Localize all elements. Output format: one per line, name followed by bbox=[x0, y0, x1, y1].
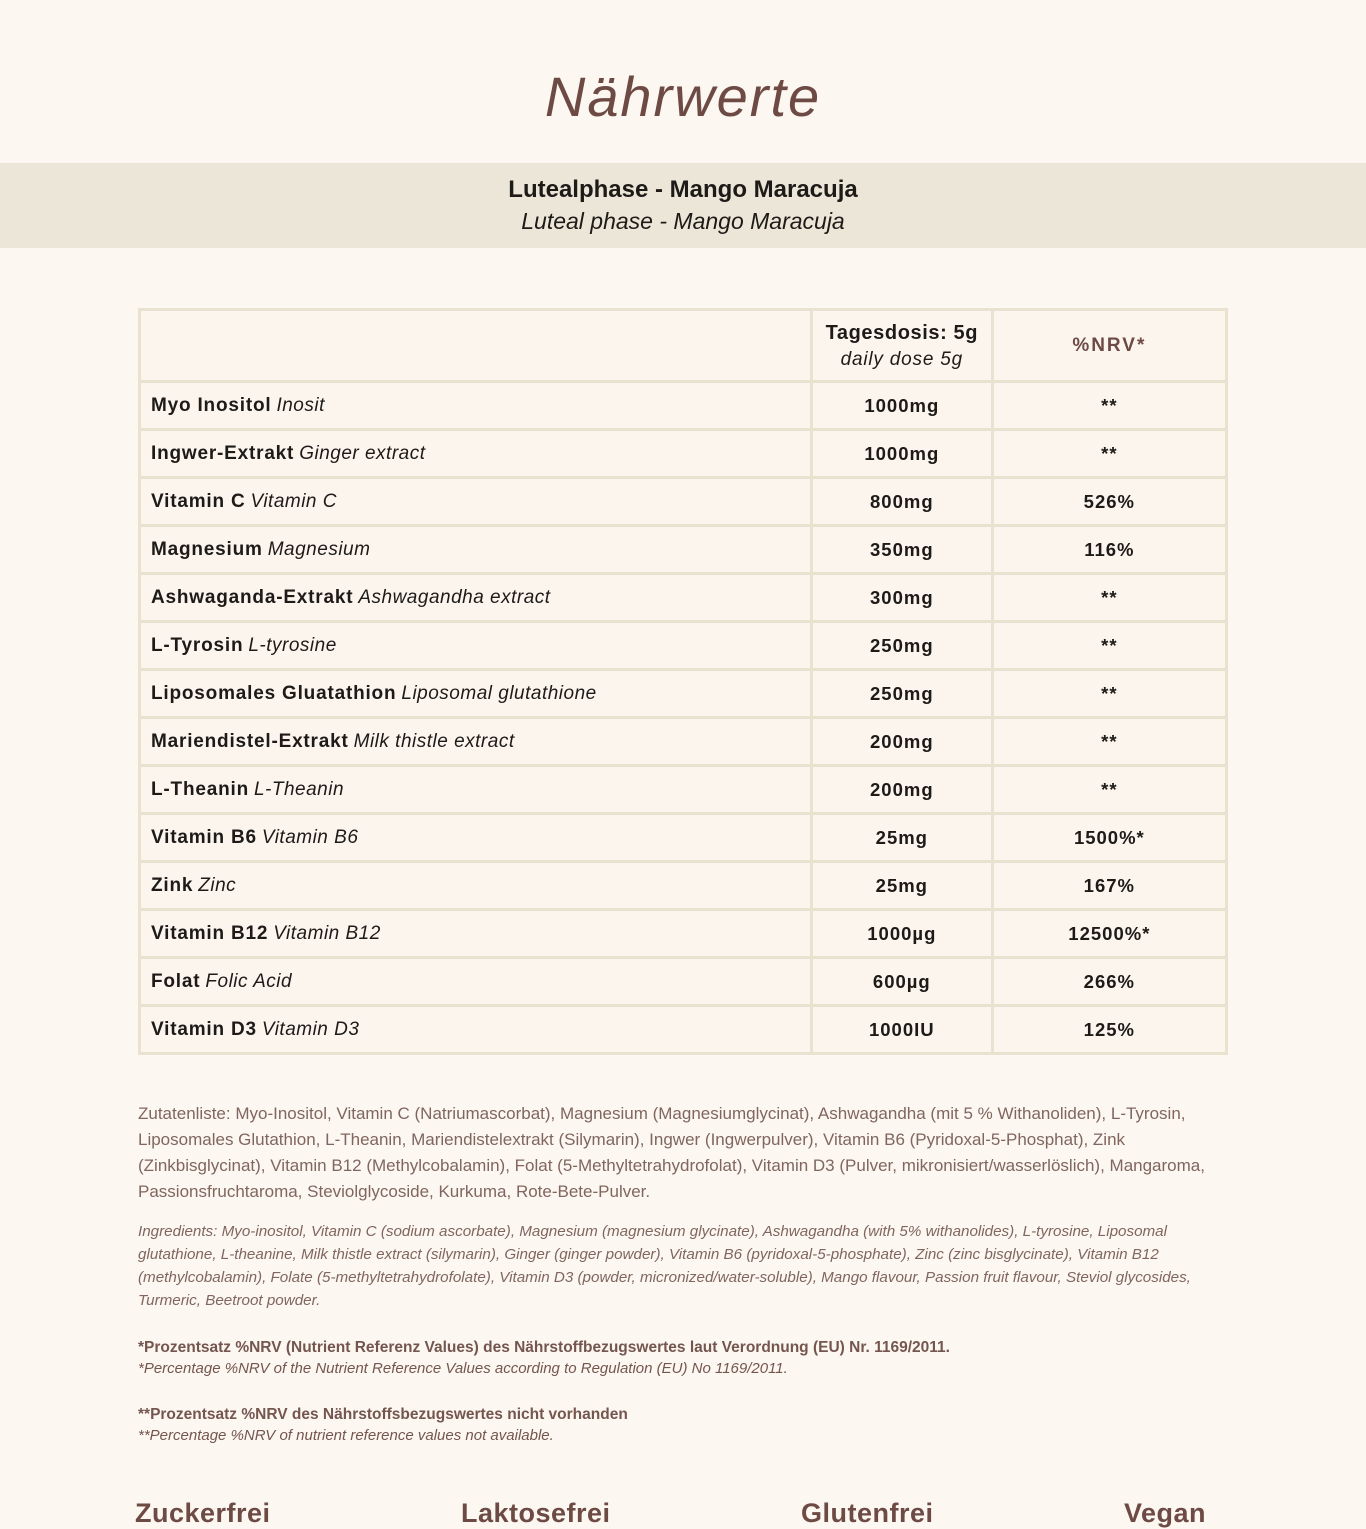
nutrient-name-de: Myo Inositol bbox=[151, 394, 272, 416]
table-row bbox=[140, 814, 1227, 862]
nutrient-name-de: Vitamin B6 bbox=[151, 826, 257, 848]
table-row bbox=[140, 670, 1227, 718]
nutrient-name-de: Mariendistel-Extrakt bbox=[151, 730, 349, 752]
nutrient-name-en: Vitamin B12 bbox=[273, 922, 381, 944]
nutrient-name-cell bbox=[140, 478, 812, 526]
nutrient-dose-cell: 1000IU bbox=[811, 1006, 992, 1054]
nutrient-dose-cell: 250mg bbox=[811, 622, 992, 670]
nutrient-dose-cell: 300mg bbox=[811, 574, 992, 622]
badge-lactose-free: Laktosefrei bbox=[461, 1498, 611, 1528]
footnote-nrv bbox=[138, 1337, 1228, 1379]
nutrient-name-en: Vitamin B6 bbox=[261, 826, 359, 848]
nutrient-name-en: Ginger extract bbox=[299, 442, 426, 464]
nutrient-dose-cell: 1000mg bbox=[811, 430, 992, 478]
table-row bbox=[140, 958, 1227, 1006]
table-row bbox=[140, 718, 1227, 766]
footnote-nrv-missing-en: **Percentage %NRV of nutrient reference values not available. bbox=[138, 1427, 554, 1444]
nutrient-name-cell bbox=[140, 1006, 812, 1054]
table-row bbox=[140, 1006, 1227, 1054]
nutrient-name-en: Vitamin C bbox=[250, 490, 337, 512]
nutrient-name-cell bbox=[140, 622, 812, 670]
nutrient-name-en: L-Theanin bbox=[253, 778, 345, 800]
nutrient-name-en: Zinc bbox=[198, 874, 237, 896]
nutrient-dose-cell: 25mg bbox=[811, 862, 992, 910]
nutrient-name-en: Folic Acid bbox=[205, 970, 293, 992]
header-dose-en: daily dose 5g bbox=[840, 348, 963, 370]
table-row bbox=[140, 622, 1227, 670]
nutrient-nrv-cell: 125% bbox=[992, 1006, 1226, 1054]
product-name-en: Luteal phase - Mango Maracuja bbox=[521, 208, 845, 234]
nutrient-name-en: L-tyrosine bbox=[248, 634, 337, 656]
nutrient-name-de: Vitamin B12 bbox=[151, 922, 269, 944]
header-dose-cell bbox=[811, 310, 992, 382]
nutrient-dose-cell: 1000mg bbox=[811, 382, 992, 430]
table-row bbox=[140, 862, 1227, 910]
nutrient-nrv-cell: ** bbox=[992, 718, 1226, 766]
nutrition-table-wrapper bbox=[138, 308, 1228, 1055]
nutrient-nrv-cell: 116% bbox=[992, 526, 1226, 574]
table-row bbox=[140, 430, 1227, 478]
nutrient-name-de: Magnesium bbox=[151, 538, 263, 560]
nutrient-nrv-cell: 12500%* bbox=[992, 910, 1226, 958]
nutrient-name-de: Ashwaganda-Extrakt bbox=[151, 586, 354, 608]
table-row bbox=[140, 526, 1227, 574]
page-title: Nährwerte bbox=[544, 65, 822, 128]
nutrient-dose-cell: 800mg bbox=[811, 478, 992, 526]
nutrient-nrv-cell: ** bbox=[992, 382, 1226, 430]
badge-sugar-free: Zuckerfrei bbox=[135, 1498, 271, 1528]
header-row bbox=[140, 310, 1227, 382]
header-dose-de: Tagesdosis: 5g bbox=[825, 321, 979, 344]
footnote-nrv-en: *Percentage %NRV of the Nutrient Reference Values according to Regulation (EU) No 1169/2011. bbox=[138, 1360, 788, 1377]
nutrient-name-cell bbox=[140, 814, 812, 862]
badge-vegan: Vegan bbox=[1123, 1498, 1206, 1528]
nutrition-table-header bbox=[140, 310, 1227, 382]
nutrient-name-de: Vitamin C bbox=[151, 490, 246, 512]
nutrient-name-cell bbox=[140, 718, 812, 766]
nutrient-nrv-cell: 1500%* bbox=[992, 814, 1226, 862]
nutrient-name-cell bbox=[140, 526, 812, 574]
page-header bbox=[0, 0, 1366, 163]
nutrient-name-cell bbox=[140, 910, 812, 958]
nutrition-table bbox=[138, 308, 1228, 1055]
ingredients-list-en: Ingredients: Myo-inositol, Vitamin C (sodium ascorbate), Magnesium (magnesium glycinate), Ashwagandha (with 5% withanolides), L-tyrosine, Liposomal glutathione, L-theanine, Milk thistle extract (silymarin), Ginger (ginger powder), Vitamin B6 (pyridoxal-5-phosphate), Zinc (zinc bisglycinate), Vitamin B12 (methylcobalamin), Folate (5-methyltetrahydrofolate), Vitamin D3 (powder, micronized/water-soluble), Mango flavour, Passion fruit flavour, Steviol glycosides, Turmeric, Beetroot powder. bbox=[138, 1223, 1191, 1309]
footnote-nrv-de: *Prozentsatz %NRV (Nutrient Referenz Values) des Nährstoffbezugswertes laut Verordnung (EU) Nr. 1169/2011. bbox=[138, 1339, 950, 1356]
footnote-nrv-missing bbox=[138, 1404, 1228, 1446]
nutrient-nrv-cell: ** bbox=[992, 430, 1226, 478]
header-empty-cell bbox=[140, 310, 812, 382]
table-row bbox=[140, 910, 1227, 958]
nutrient-name-de: L-Tyrosin bbox=[151, 634, 244, 656]
nutrient-name-en: Liposomal glutathione bbox=[401, 682, 597, 704]
product-banner bbox=[0, 163, 1366, 248]
table-row bbox=[140, 574, 1227, 622]
ingredients-list-de: Zutatenliste: Myo-Inositol, Vitamin C (Natriumascorbat), Magnesium (Magnesiumglycinat), Ashwagandha (mit 5 % Withanoliden), L-Tyrosin, Liposomales Glutathion, L-Theanin, Mariendistelextrakt (Silymarin), Ingwer (Ingwerpulver), Vitamin B6 (Pyridoxal-5-Phosphat), Zink (Zinkbisglycinat), Vitamin B12 (Methylcobalamin), Folat (5-Methyltetrahydrofolat), Vitamin D3 (Pulver, mikronisiert/wasserlöslich), Mangaroma, Passionsfruchtaroma, Steviolglycoside, Kurkuma, Rote-Bete-Pulver. bbox=[138, 1104, 1205, 1201]
nutrient-name-cell bbox=[140, 670, 812, 718]
table-row bbox=[140, 766, 1227, 814]
nutrient-name-cell bbox=[140, 958, 812, 1006]
nutrient-name-en: Inosit bbox=[276, 394, 325, 416]
table-row bbox=[140, 382, 1227, 430]
nutrient-nrv-cell: ** bbox=[992, 766, 1226, 814]
footnote-nrv-missing-de: **Prozentsatz %NRV des Nährstoffsbezugswertes nicht vorhanden bbox=[138, 1406, 628, 1423]
table-row bbox=[140, 478, 1227, 526]
nutrient-nrv-cell: ** bbox=[992, 574, 1226, 622]
nutrient-name-en: Milk thistle extract bbox=[353, 730, 515, 752]
nutrient-nrv-cell: 266% bbox=[992, 958, 1226, 1006]
nutrient-name-cell bbox=[140, 766, 812, 814]
nutrient-name-cell bbox=[140, 574, 812, 622]
nutrient-dose-cell: 250mg bbox=[811, 670, 992, 718]
product-name-de: Lutealphase - Mango Maracuja bbox=[508, 176, 858, 203]
nutrient-nrv-cell: 526% bbox=[992, 478, 1226, 526]
nutrient-name-de: Folat bbox=[151, 970, 201, 992]
header-nrv-cell: %NRV* bbox=[992, 310, 1226, 382]
nutrient-name-de: Liposomales Gluatathion bbox=[151, 682, 397, 704]
nutrient-name-de: Zink bbox=[151, 874, 194, 896]
nutrient-name-cell bbox=[140, 862, 812, 910]
nutrient-name-cell bbox=[140, 430, 812, 478]
badge-gluten-free: Glutenfrei bbox=[801, 1498, 934, 1528]
nutrient-name-en: Ashwagandha extract bbox=[358, 586, 551, 608]
nutrient-name-de: Vitamin D3 bbox=[151, 1018, 257, 1040]
nutrient-dose-cell: 200mg bbox=[811, 718, 992, 766]
nutrient-name-de: L-Theanin bbox=[151, 778, 249, 800]
nutrient-dose-cell: 600µg bbox=[811, 958, 992, 1006]
nutrient-dose-cell: 350mg bbox=[811, 526, 992, 574]
notes-section bbox=[138, 1101, 1228, 1446]
nutrient-name-en: Vitamin D3 bbox=[261, 1018, 360, 1040]
nutrient-nrv-cell: 167% bbox=[992, 862, 1226, 910]
nutrient-name-de: Ingwer-Extrakt bbox=[151, 442, 295, 464]
nutrient-nrv-cell: ** bbox=[992, 670, 1226, 718]
nutrient-nrv-cell: ** bbox=[992, 622, 1226, 670]
nutrient-name-en: Magnesium bbox=[267, 538, 371, 560]
nutrient-dose-cell: 25mg bbox=[811, 814, 992, 862]
nutrient-dose-cell: 1000µg bbox=[811, 910, 992, 958]
nutrition-table-body bbox=[140, 382, 1227, 1054]
nutrient-name-cell bbox=[140, 382, 812, 430]
nutrient-dose-cell: 200mg bbox=[811, 766, 992, 814]
claims-row bbox=[135, 1498, 1206, 1529]
